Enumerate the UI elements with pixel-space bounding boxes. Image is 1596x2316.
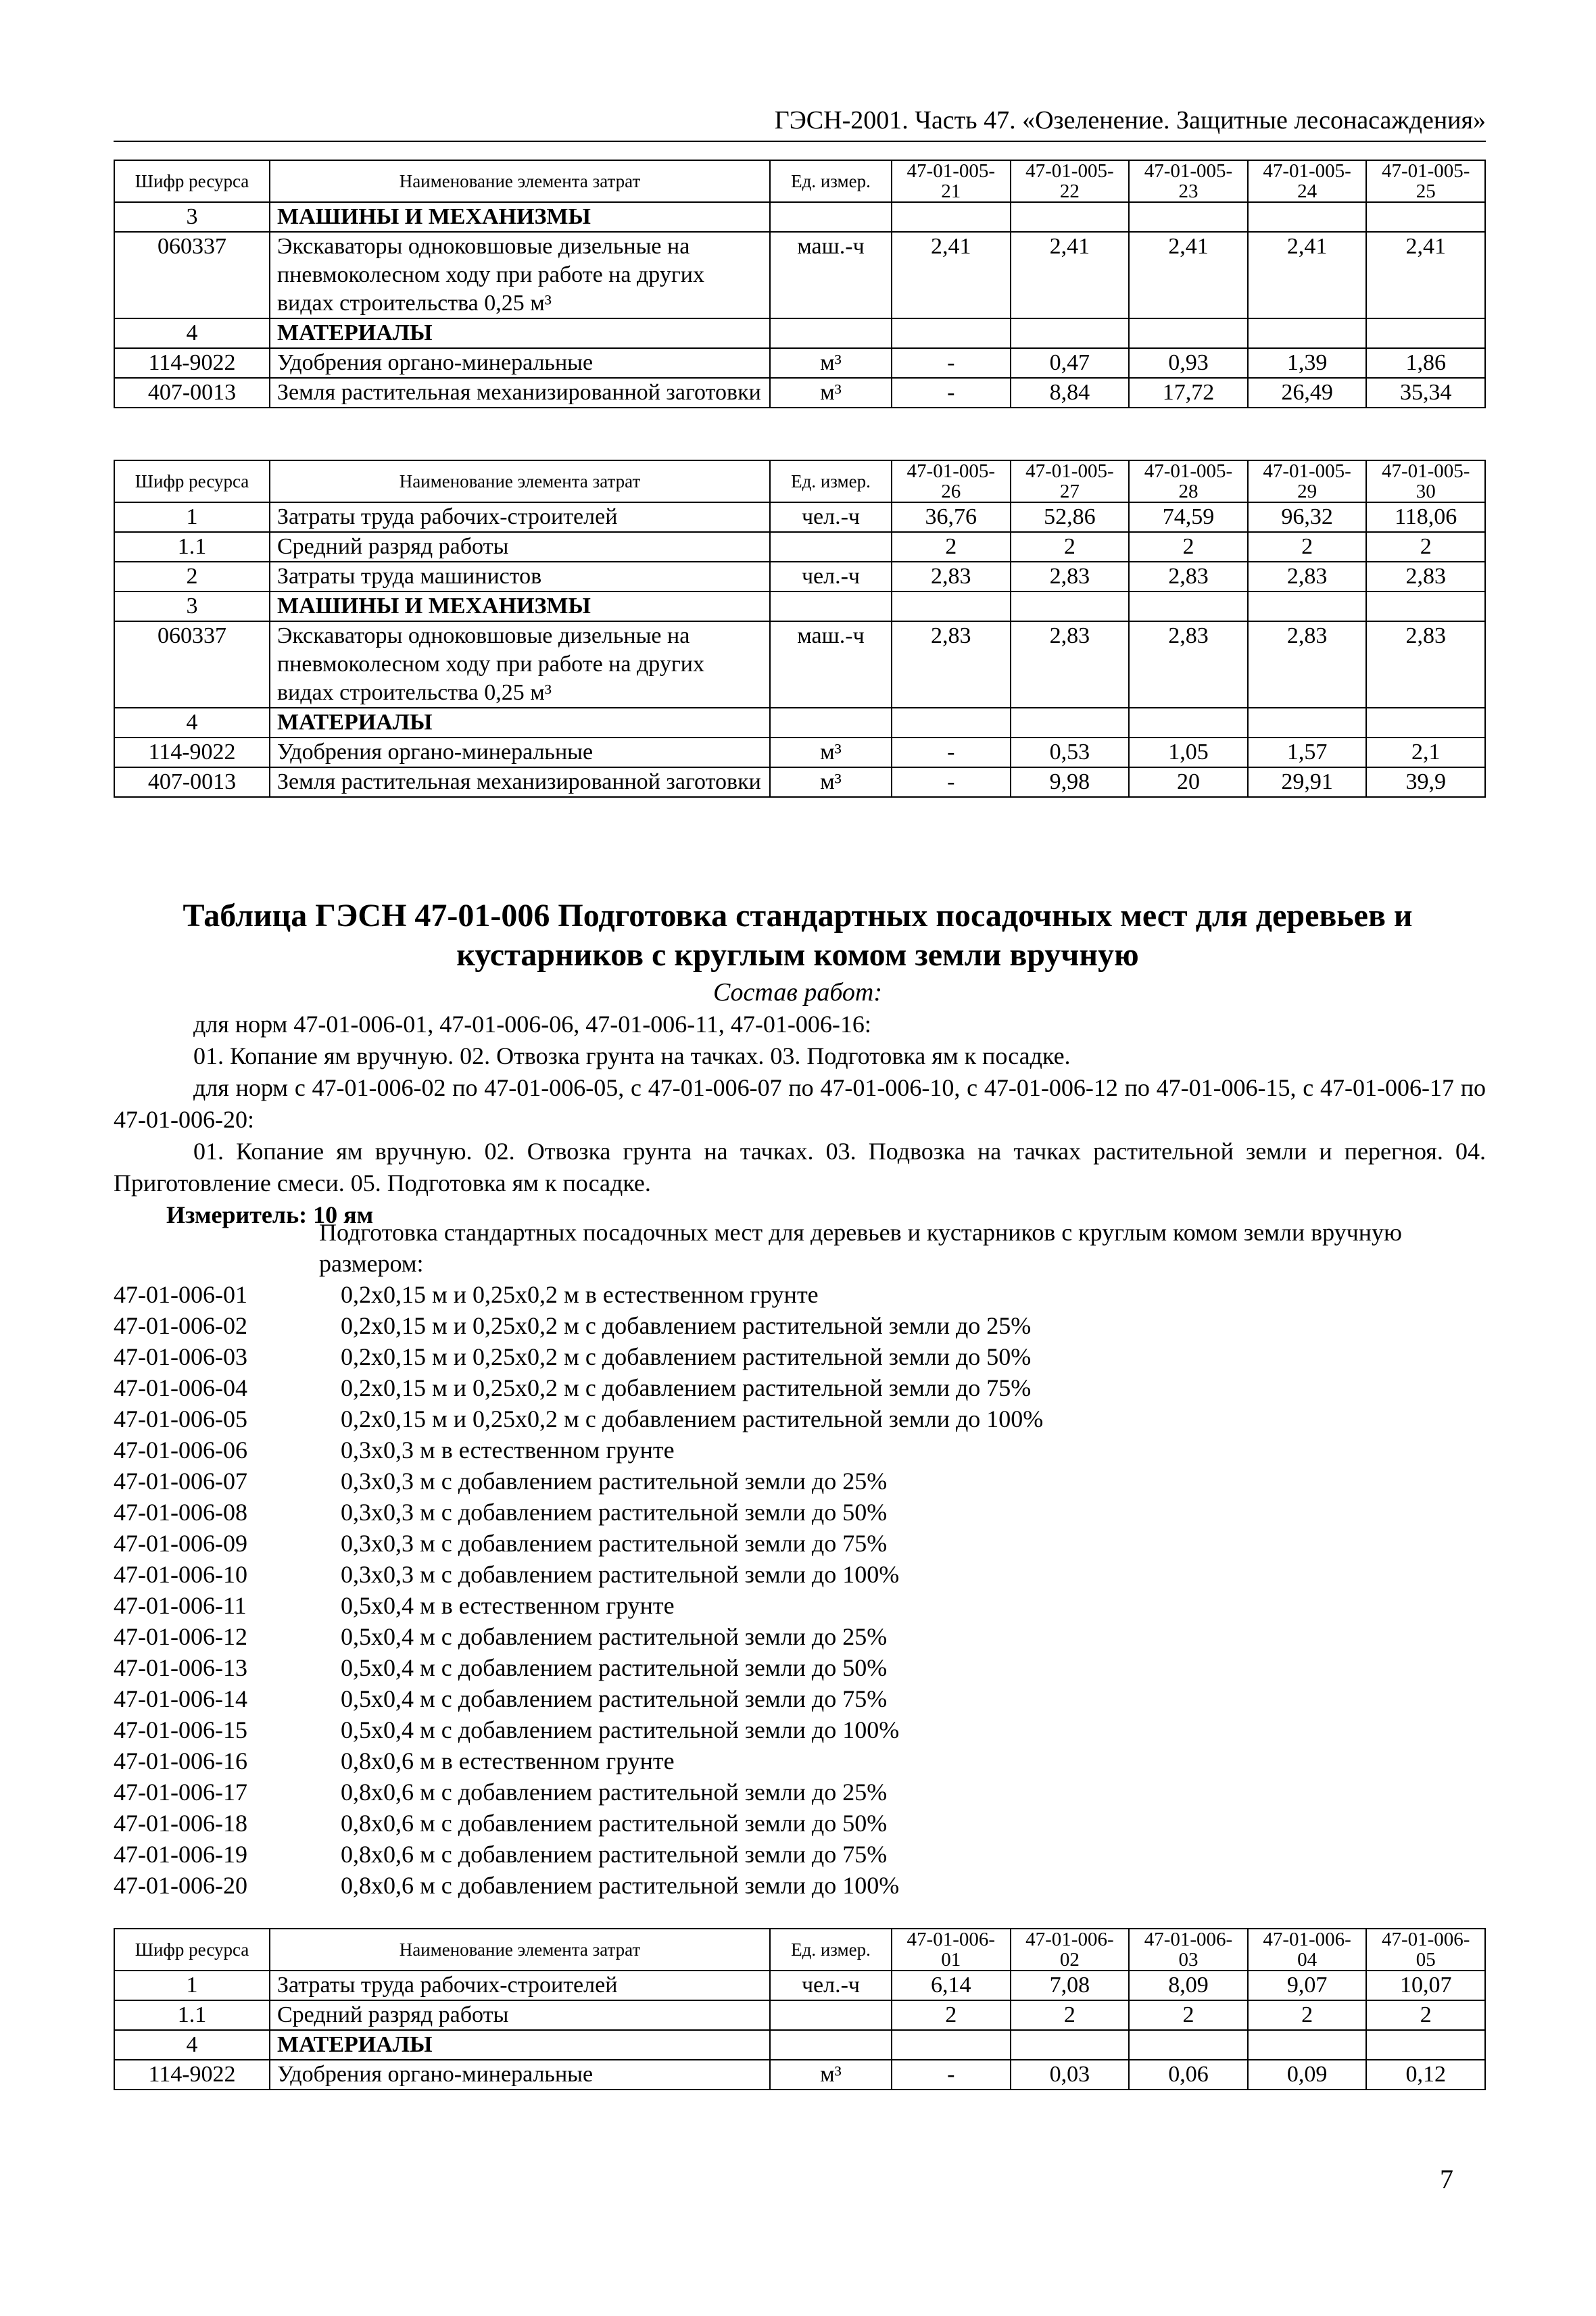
- col-header-name: Наименование элемента затрат: [270, 160, 770, 202]
- norm-code: 47-01-006-01: [114, 1281, 247, 1308]
- norm-code: 47-01-006-15: [114, 1716, 247, 1743]
- norm-value: 0,53: [1011, 738, 1130, 767]
- col-header-code: Шифр ресурса: [114, 160, 270, 202]
- norm-value: 29,91: [1248, 767, 1367, 797]
- norm-code: 47-01-006-05: [114, 1405, 247, 1432]
- work-composition: [114, 1009, 1486, 1231]
- norm-list-item: [114, 1559, 1486, 1590]
- norm-code: 47-01-006-14: [114, 1685, 247, 1712]
- norm-list-item: [114, 1621, 1486, 1652]
- resource-code: 1.1: [114, 532, 270, 562]
- norm-description: 0,2x0,15 м и 0,25x0,2 м в естественном грунте: [341, 1281, 819, 1308]
- norm-value: 2: [892, 2000, 1011, 2030]
- norm-value: 2: [1248, 532, 1367, 562]
- norm-value: 2,83: [1129, 562, 1248, 592]
- norm-value: 96,32: [1248, 502, 1367, 532]
- table-row: [114, 378, 1485, 408]
- table-row: [114, 232, 1485, 318]
- col-header-unit: Ед. измер.: [770, 1929, 892, 1971]
- table-row: [114, 562, 1485, 592]
- unit: маш.-ч: [770, 232, 892, 318]
- resource-code: 2: [114, 562, 270, 592]
- cost-element-name: МАШИНЫ И МЕХАНИЗМЫ: [270, 202, 770, 232]
- col-header-norm: 47-01-005-27: [1011, 460, 1130, 502]
- cost-element-name: МАШИНЫ И МЕХАНИЗМЫ: [270, 592, 770, 621]
- cost-element-name: Удобрения органо-минеральные: [270, 348, 770, 378]
- unit: м³: [770, 378, 892, 408]
- resource-code: 4: [114, 2030, 270, 2060]
- norm-list-item: [114, 1403, 1486, 1434]
- norm-value: [1366, 318, 1485, 348]
- table-header-row: [114, 1929, 1485, 1971]
- unit: [770, 2000, 892, 2030]
- norm-code: 47-01-006-18: [114, 1810, 247, 1837]
- work-steps-group-2: 01. Копание ям вручную. 02. Отвозка грунта на тачках. 03. Подвозка на тачках растительной земли и перегноя. 04. Приготовление смеси. 05. Подготовка ям к посадке.: [114, 1138, 1486, 1197]
- cost-element-name: МАТЕРИАЛЫ: [270, 318, 770, 348]
- resource-table-005-21-25: [114, 160, 1486, 408]
- norm-description: 0,8x0,6 м в естественном грунте: [341, 1747, 675, 1775]
- norm-value: 17,72: [1129, 378, 1248, 408]
- unit: м³: [770, 738, 892, 767]
- col-header-norm: 47-01-006-02: [1011, 1929, 1130, 1971]
- unit: чел.-ч: [770, 1971, 892, 2000]
- norm-description: 0,8x0,6 м с добавлением растительной земли до 50%: [341, 1810, 888, 1837]
- norm-list-item: [114, 1310, 1486, 1341]
- cost-element-name: Затраты труда рабочих-строителей: [270, 502, 770, 532]
- table-row: [114, 708, 1485, 738]
- table-row: [114, 1971, 1485, 2000]
- norm-value: 2,83: [1011, 621, 1130, 708]
- norm-list-item: [114, 1590, 1486, 1621]
- norm-code: 47-01-006-02: [114, 1312, 247, 1339]
- resource-code: 1: [114, 1971, 270, 2000]
- norm-value: [892, 708, 1011, 738]
- norm-value: 8,09: [1129, 1971, 1248, 2000]
- cost-element-name: Затраты труда машинистов: [270, 562, 770, 592]
- col-header-norm: 47-01-005-21: [892, 160, 1011, 202]
- norm-value: -: [892, 738, 1011, 767]
- norm-description: 0,2x0,15 м и 0,25x0,2 м с добавлением растительной земли до 100%: [341, 1405, 1044, 1432]
- norm-value: 52,86: [1011, 502, 1130, 532]
- norm-value: 2: [1366, 532, 1485, 562]
- norm-list-item: [114, 1497, 1486, 1528]
- norm-value: 8,84: [1011, 378, 1130, 408]
- norm-value: 9,07: [1248, 1971, 1367, 2000]
- norm-value: -: [892, 2060, 1011, 2090]
- col-header-unit: Ед. измер.: [770, 460, 892, 502]
- col-header-norm: 47-01-005-26: [892, 460, 1011, 502]
- norm-list-item: [114, 1839, 1486, 1870]
- norm-value: 2,83: [1011, 562, 1130, 592]
- section-title: Таблица ГЭСН 47-01-006 Подготовка стандартных посадочных мест для деревьев и кустарников с круглым комом земли вручную: [183, 898, 1413, 973]
- norm-value: [892, 2030, 1011, 2060]
- table-row: [114, 502, 1485, 532]
- norm-value: 2,41: [1248, 232, 1367, 318]
- norm-value: 6,14: [892, 1971, 1011, 2000]
- norm-description: 0,3x0,3 м с добавлением растительной земли до 50%: [341, 1499, 888, 1526]
- norm-code: 47-01-006-08: [114, 1499, 247, 1526]
- col-header-code: Шифр ресурса: [114, 460, 270, 502]
- norm-value: [1129, 708, 1248, 738]
- norm-description: 0,3x0,3 м с добавлением растительной земли до 100%: [341, 1561, 900, 1588]
- norm-value: 2: [1011, 2000, 1130, 2030]
- col-header-norm: 47-01-006-05: [1366, 1929, 1485, 1971]
- norm-code: 47-01-006-10: [114, 1561, 247, 1588]
- col-header-norm: 47-01-005-28: [1129, 460, 1248, 502]
- norm-code: 47-01-006-12: [114, 1623, 247, 1650]
- norm-value: 2,83: [1129, 621, 1248, 708]
- norm-value: [1248, 592, 1367, 621]
- norm-list-item: [114, 1870, 1486, 1901]
- col-header-norm: 47-01-006-03: [1129, 1929, 1248, 1971]
- norm-description: 0,2x0,15 м и 0,25x0,2 м с добавлением растительной земли до 75%: [341, 1374, 1032, 1401]
- table-row: [114, 348, 1485, 378]
- norm-description: 0,8x0,6 м с добавлением растительной земли до 25%: [341, 1779, 888, 1806]
- norm-value: 2,83: [1366, 562, 1485, 592]
- norm-value: [1366, 202, 1485, 232]
- norm-value: 1,05: [1129, 738, 1248, 767]
- norm-value: [1129, 318, 1248, 348]
- resource-code: 3: [114, 592, 270, 621]
- norm-value: 2,83: [1248, 621, 1367, 708]
- norm-description: 0,5x0,4 м с добавлением растительной земли до 100%: [341, 1716, 900, 1743]
- norm-value: [1129, 202, 1248, 232]
- norm-value: [892, 202, 1011, 232]
- norm-value: 2,41: [1366, 232, 1485, 318]
- col-header-norm: 47-01-005-30: [1366, 460, 1485, 502]
- norm-code: 47-01-006-07: [114, 1468, 247, 1495]
- table-row: [114, 621, 1485, 708]
- norm-value: [1011, 318, 1130, 348]
- col-header-norm: 47-01-005-25: [1366, 160, 1485, 202]
- unit: м³: [770, 348, 892, 378]
- norm-description: 0,8x0,6 м с добавлением растительной земли до 75%: [341, 1841, 888, 1868]
- resource-code: 060337: [114, 232, 270, 318]
- cost-element-name: Затраты труда рабочих-строителей: [270, 1971, 770, 2000]
- norm-list-item: [114, 1683, 1486, 1714]
- norm-list-item: [114, 1372, 1486, 1403]
- resource-code: 1: [114, 502, 270, 532]
- cost-element-name: МАТЕРИАЛЫ: [270, 2030, 770, 2060]
- table-row: [114, 532, 1485, 562]
- cost-element-name: Экскаваторы одноковшовые дизельные на пневмоколесном ходу при работе на других видах строительства 0,25 м³: [270, 232, 770, 318]
- norm-value: 39,9: [1366, 767, 1485, 797]
- norm-description: 0,3x0,3 м с добавлением растительной земли до 25%: [341, 1468, 888, 1495]
- work-steps-group-1: 01. Копание ям вручную. 02. Отвозка грунта на тачках. 03. Подготовка ям к посадке.: [193, 1042, 1071, 1069]
- norm-value: 20: [1129, 767, 1248, 797]
- cost-element-name: МАТЕРИАЛЫ: [270, 708, 770, 738]
- table-row: [114, 2000, 1485, 2030]
- norm-value: 2,41: [1011, 232, 1130, 318]
- norm-description: 0,8x0,6 м с добавлением растительной земли до 100%: [341, 1872, 900, 1899]
- norm-description: 0,5x0,4 м с добавлением растительной земли до 50%: [341, 1654, 888, 1681]
- cost-element-name: Средний разряд работы: [270, 532, 770, 562]
- table-row: [114, 738, 1485, 767]
- col-header-code: Шифр ресурса: [114, 1929, 270, 1971]
- norm-list-item: [114, 1434, 1486, 1466]
- norm-code: 47-01-006-16: [114, 1747, 247, 1775]
- norm-value: [1129, 592, 1248, 621]
- norm-value: -: [892, 378, 1011, 408]
- col-header-norm: 47-01-006-01: [892, 1929, 1011, 1971]
- norm-list-item: [114, 1466, 1486, 1497]
- resource-code: 407-0013: [114, 767, 270, 797]
- norm-list-item: [114, 1528, 1486, 1559]
- cost-element-name: Земля растительная механизированной заготовки: [270, 378, 770, 408]
- norm-value: 2,41: [892, 232, 1011, 318]
- norm-value: 1,86: [1366, 348, 1485, 378]
- norm-value: 9,98: [1011, 767, 1130, 797]
- norm-value: 0,12: [1366, 2060, 1485, 2090]
- norm-value: -: [892, 767, 1011, 797]
- unit: чел.-ч: [770, 502, 892, 532]
- norm-value: [892, 318, 1011, 348]
- norm-value: 118,06: [1366, 502, 1485, 532]
- norm-description: 0,2x0,15 м и 0,25x0,2 м с добавлением растительной земли до 25%: [341, 1312, 1032, 1339]
- norm-code: 47-01-006-06: [114, 1437, 247, 1464]
- norm-value: 26,49: [1248, 378, 1367, 408]
- norm-list-item: [114, 1714, 1486, 1745]
- norm-value: -: [892, 348, 1011, 378]
- norm-description: 0,5x0,4 м в естественном грунте: [341, 1592, 675, 1619]
- resource-table-005-26-30: [114, 460, 1486, 798]
- norm-value: [1248, 202, 1367, 232]
- unit: м³: [770, 2060, 892, 2090]
- norm-description: 0,2x0,15 м и 0,25x0,2 м с добавлением растительной земли до 50%: [341, 1343, 1032, 1370]
- norm-code: 47-01-006-13: [114, 1654, 247, 1681]
- cost-element-name: Земля растительная механизированной заготовки: [270, 767, 770, 797]
- norm-value: [1248, 318, 1367, 348]
- resource-table-006-01-05: [114, 1928, 1486, 2090]
- resource-code: 114-9022: [114, 348, 270, 378]
- norm-code: 47-01-006-19: [114, 1841, 247, 1868]
- norm-list-item: [114, 1652, 1486, 1683]
- norm-value: 10,07: [1366, 1971, 1485, 2000]
- norm-value: [1366, 2030, 1485, 2060]
- norm-code: 47-01-006-04: [114, 1374, 247, 1401]
- unit: маш.-ч: [770, 621, 892, 708]
- norm-code: 47-01-006-09: [114, 1530, 247, 1557]
- norm-code: 47-01-006-17: [114, 1779, 247, 1806]
- norm-value: 0,09: [1248, 2060, 1367, 2090]
- col-header-norm: 47-01-005-24: [1248, 160, 1367, 202]
- norm-value: 2,83: [1248, 562, 1367, 592]
- work-norms-group-2: для норм с 47-01-006-02 по 47-01-006-05, с 47-01-006-07 по 47-01-006-10, с 47-01-006-12 по 47-01-006-15, с 47-01-006-17 по 47-01-006-20:: [114, 1074, 1486, 1133]
- table-header-row: [114, 160, 1485, 202]
- norm-value: 1,57: [1248, 738, 1367, 767]
- cost-element-name: Удобрения органо-минеральные: [270, 738, 770, 767]
- page-number: 7: [1440, 2164, 1453, 2194]
- resource-code: 114-9022: [114, 2060, 270, 2090]
- table-header-row: [114, 460, 1485, 502]
- norm-code: 47-01-006-20: [114, 1872, 247, 1899]
- norm-value: 0,93: [1129, 348, 1248, 378]
- col-header-norm: 47-01-005-23: [1129, 160, 1248, 202]
- norm-description: 0,3x0,3 м с добавлением растительной земли до 75%: [341, 1530, 888, 1557]
- norm-list: [114, 1217, 1486, 1901]
- norm-value: 2: [892, 532, 1011, 562]
- norm-value: 2: [1011, 532, 1130, 562]
- resource-code: 4: [114, 708, 270, 738]
- table-row: [114, 2060, 1485, 2090]
- cost-element-name: Удобрения органо-минеральные: [270, 2060, 770, 2090]
- norm-value: 2,83: [892, 621, 1011, 708]
- col-header-norm: 47-01-006-04: [1248, 1929, 1367, 1971]
- norm-value: 2: [1366, 2000, 1485, 2030]
- norm-list-intro: Подготовка стандартных посадочных мест для деревьев и кустарников с круглым комом земли вручную размером:: [319, 1219, 1402, 1277]
- unit: [770, 318, 892, 348]
- norm-description: 0,5x0,4 м с добавлением растительной земли до 25%: [341, 1623, 888, 1650]
- norm-code: 47-01-006-11: [114, 1592, 247, 1619]
- norm-code: 47-01-006-03: [114, 1343, 247, 1370]
- norm-value: [1129, 2030, 1248, 2060]
- norm-value: 7,08: [1011, 1971, 1130, 2000]
- norm-value: 0,47: [1011, 348, 1130, 378]
- norm-value: 2: [1129, 532, 1248, 562]
- norm-description: 0,5x0,4 м с добавлением растительной земли до 75%: [341, 1685, 888, 1712]
- cost-element-name: Средний разряд работы: [270, 2000, 770, 2030]
- unit: [770, 532, 892, 562]
- section-subtitle: Состав работ:: [712, 978, 883, 1007]
- norm-value: 2,41: [1129, 232, 1248, 318]
- col-header-norm: 47-01-005-22: [1011, 160, 1130, 202]
- unit: [770, 592, 892, 621]
- unit: м³: [770, 767, 892, 797]
- norm-value: [1011, 708, 1130, 738]
- norm-value: [1366, 592, 1485, 621]
- norm-value: 35,34: [1366, 378, 1485, 408]
- norm-list-item: [114, 1341, 1486, 1372]
- resource-code: 3: [114, 202, 270, 232]
- norm-value: [1011, 2030, 1130, 2060]
- table-row: [114, 767, 1485, 797]
- norm-list-item: [114, 1777, 1486, 1808]
- norm-list-item: [114, 1745, 1486, 1777]
- norm-value: [1366, 708, 1485, 738]
- norm-description: 0,3x0,3 м в естественном грунте: [341, 1437, 675, 1464]
- norm-value: [1248, 708, 1367, 738]
- norm-value: 0,06: [1129, 2060, 1248, 2090]
- norm-value: 2,1: [1366, 738, 1485, 767]
- table-row: [114, 2030, 1485, 2060]
- resource-code: 407-0013: [114, 378, 270, 408]
- col-header-name: Наименование элемента затрат: [270, 1929, 770, 1971]
- unit: [770, 202, 892, 232]
- work-norms-group-1: для норм 47-01-006-01, 47-01-006-06, 47-01-006-11, 47-01-006-16:: [193, 1011, 871, 1038]
- norm-value: 1,39: [1248, 348, 1367, 378]
- measure-unit: Измеритель: 10 ям: [166, 1201, 374, 1228]
- norm-list-item: [114, 1279, 1486, 1310]
- table-row: [114, 592, 1485, 621]
- col-header-name: Наименование элемента затрат: [270, 460, 770, 502]
- col-header-unit: Ед. измер.: [770, 160, 892, 202]
- norm-value: [1248, 2030, 1367, 2060]
- cost-element-name: Экскаваторы одноковшовые дизельные на пневмоколесном ходу при работе на других видах строительства 0,25 м³: [270, 621, 770, 708]
- page-header: ГЭСН-2001. Часть 47. «Озеленение. Защитные лесонасаждения»: [114, 103, 1486, 142]
- table-row: [114, 202, 1485, 232]
- norm-value: 74,59: [1129, 502, 1248, 532]
- norm-value: 0,03: [1011, 2060, 1130, 2090]
- norm-value: 2,83: [1366, 621, 1485, 708]
- table-row: [114, 318, 1485, 348]
- col-header-norm: 47-01-005-29: [1248, 460, 1367, 502]
- norm-value: 36,76: [892, 502, 1011, 532]
- resource-code: 114-9022: [114, 738, 270, 767]
- norm-value: 2: [1248, 2000, 1367, 2030]
- resource-code: 4: [114, 318, 270, 348]
- resource-code: 1.1: [114, 2000, 270, 2030]
- norm-value: [1011, 592, 1130, 621]
- norm-value: 2: [1129, 2000, 1248, 2030]
- unit: чел.-ч: [770, 562, 892, 592]
- norm-value: [1011, 202, 1130, 232]
- norm-list-item: [114, 1808, 1486, 1839]
- norm-value: 2,83: [892, 562, 1011, 592]
- norm-value: [892, 592, 1011, 621]
- unit: [770, 2030, 892, 2060]
- resource-code: 060337: [114, 621, 270, 708]
- unit: [770, 708, 892, 738]
